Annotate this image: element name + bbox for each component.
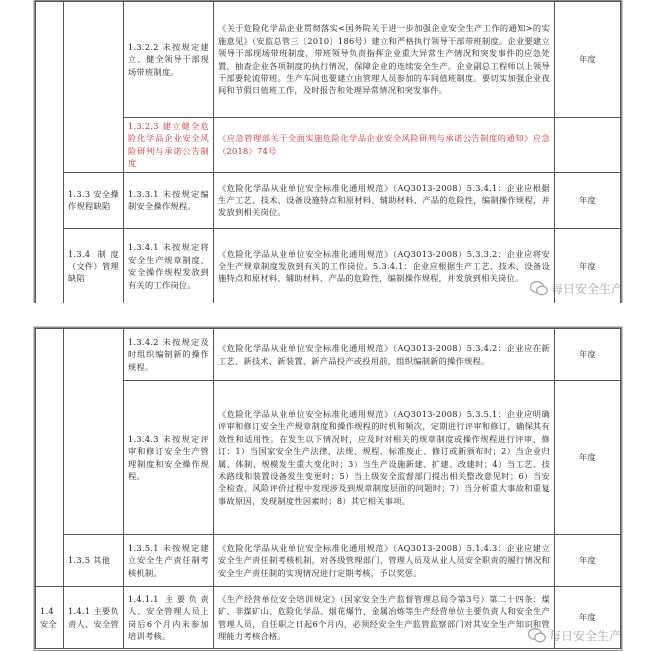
item-cell: 1.3.4 制度（文件）管理缺陷 (64, 228, 124, 304)
category-cell (36, 2, 64, 305)
frequency-cell: 年度 (555, 587, 621, 649)
item-cell: 1.4.1 主要负责人、安全管 (64, 587, 124, 649)
watermark-text: 每日安全生产 (551, 282, 624, 296)
basis-cell: 《危险化学品从业单位安全标准化通用规范》（AQ3013-2008）5.3.4.2：企业应在新工艺、新技术、新装置、新产品投产或投用前，组织编制新的操作规程。 (214, 329, 555, 381)
basis-cell-highlighted: 《应急管理部关于全面实施危险化学品企业安全风险研判与承诺公告制度的通知》应急（2018）74号 (214, 118, 555, 173)
watermark-text: 每日安全生产 (549, 629, 622, 643)
frequency-cell: 年度 (555, 381, 621, 535)
basis-cell: 《关于危险化学品企业贯彻落实<国务院关于进一步加强企业安全生产工作的通知>的实施意见》（安监总管三〔2010〕186号）建立和严格执行领导干部带班制度。企业要建立领导干部现场带班制度，带班领导负责指挥企业重大异常生产情况和突发事件的应急处置，抽查企业各项制度的执行情况，保障企业的连续安全生产。企业副总工程师以上领导干部要轮流带班。生产车间也要建立由管理人员参加的车间值班制度。要切实加强企业夜间和节假日值班工作，及时报告和处理异常情况和突发事件。 (214, 2, 555, 118)
basis-cell: 《生产经营单位安全培训规定》（国家安全生产监督管理总局令第3号）第二十四条：煤矿、非煤矿山、危险化学品、烟花爆竹、金属冶炼等生产经营单位主要负责人和安全生产管理人员，自任职之日起6个月内，必须经安全生产监管监察部门对其安全生产知识和管理能力考核合格。 (214, 587, 555, 649)
watermark (530, 280, 623, 297)
wechat-logo-icon (528, 628, 546, 643)
inspection-table-2 (35, 328, 621, 649)
category-cell: 1.4 安全 (36, 587, 64, 649)
subitem-cell: 1.3.4.2 未按规定及时组织编制新的操作规程。 (124, 329, 214, 381)
category-cell (36, 329, 64, 587)
subitem-cell: 1.3.4.3 未按规定评审和修订安全生产管理制度和安全操作规程。 (124, 381, 214, 535)
subitem-cell: 1.3.3.1 未按规定编制安全操作规程。 (124, 172, 214, 228)
frequency-cell: 年度 (555, 228, 621, 304)
table-row (36, 118, 621, 173)
item-cell: 1.3.3 安全操作规程缺陷 (64, 172, 124, 228)
table-row (36, 535, 621, 587)
table-row (36, 381, 621, 535)
document-page-1 (34, 0, 622, 305)
subitem-cell: 1.3.5.1 未按规定建立安全生产责任制考核机制。 (124, 535, 214, 587)
table-row (36, 172, 621, 228)
frequency-cell: 年度 (555, 172, 621, 228)
frequency-cell: 年度 (555, 2, 621, 118)
frequency-cell: 年度 (555, 535, 621, 587)
frequency-cell (555, 118, 621, 173)
wechat-logo-icon (530, 281, 548, 296)
subitem-cell: 1.3.4.1 未按规定将安全生产规章制度、安全操作规程发放到有关的工作岗位。 (124, 228, 214, 304)
table-row (36, 2, 621, 118)
basis-cell: 《危险化学品从业单位安全标准化通用规范》（AQ3013-2008）5.3.3.2：企业应将安全生产规章制度发放到有关的工作岗位。5.3.4.1：企业应根据生产工艺、技术、设备设施特点和原材料、辅助材料、产品的危险性，编制操作规程，并发放到相关岗位。 (214, 228, 555, 304)
basis-cell: 《危险化学品从业单位安全标准化通用规范》（AQ3013-2008）5.1.4.3：企业应建立安全生产责任制考核机制，对各级管理部门、管理人员及从业人员安全职责的履行情况和安全生产责任制的实现情况进行定期考核，予以奖惩。 (214, 535, 555, 587)
table-row (36, 329, 621, 381)
inspection-table-1 (35, 1, 624, 305)
page-gap (0, 303, 655, 327)
watermark (528, 627, 621, 644)
frequency-cell: 年度 (555, 329, 621, 381)
subitem-cell: 1.3.2.2 未按规定建立、健全领导干部现场带班制度。 (124, 2, 214, 118)
document-page-2 (34, 327, 622, 651)
basis-cell: 《危险化学品从业单位安全标准化通用规范》（AQ3013-2008）5.3.4.1：企业应根据生产工艺、技术、设备设施特点和原材料、辅助材料、产品的危险性，编制操作规程，并发放到相关岗位。 (214, 172, 555, 228)
item-cell (64, 329, 124, 535)
item-cell: 1.3.5 其他 (64, 535, 124, 587)
basis-cell: 《危险化学品从业单位安全标准化通用规范》（AQ3013-2008）5.3.5.1：企业应明确评审和修订安全生产规章制度和操作规程的时机和频次，定期进行评审和修订，确保其有效性和适用性。在发生以下情况时，应及时对相关的规章制度或操作规程进行评审、修订：1）当国家安全生产法律、法规、规程、标准废止、修订或新颁布时；2）当企业归属、体制、规模发生重大变化时；3）当生产设施新建、扩建、改建时；4）当工艺、技术路线和装置设备发生变更时；5）当上级安全监督部门提出相关整改意见时；6）当安全检查、风险评价过程中发现涉及到规章制度层面的问题时；7）当分析重大事故和重复事故原因，发现制度性因素时；8）其它相关事项。 (214, 381, 555, 535)
item-cell (64, 2, 124, 173)
subitem-cell-highlighted: 1.3.2.3 建立健全危险化学品企业安全风险研判与承诺公告制度 (124, 118, 214, 173)
subitem-cell: 1.4.1.1 主要负责人、安全管理人员上岗后6个月内未参加培训考核。 (124, 587, 214, 649)
